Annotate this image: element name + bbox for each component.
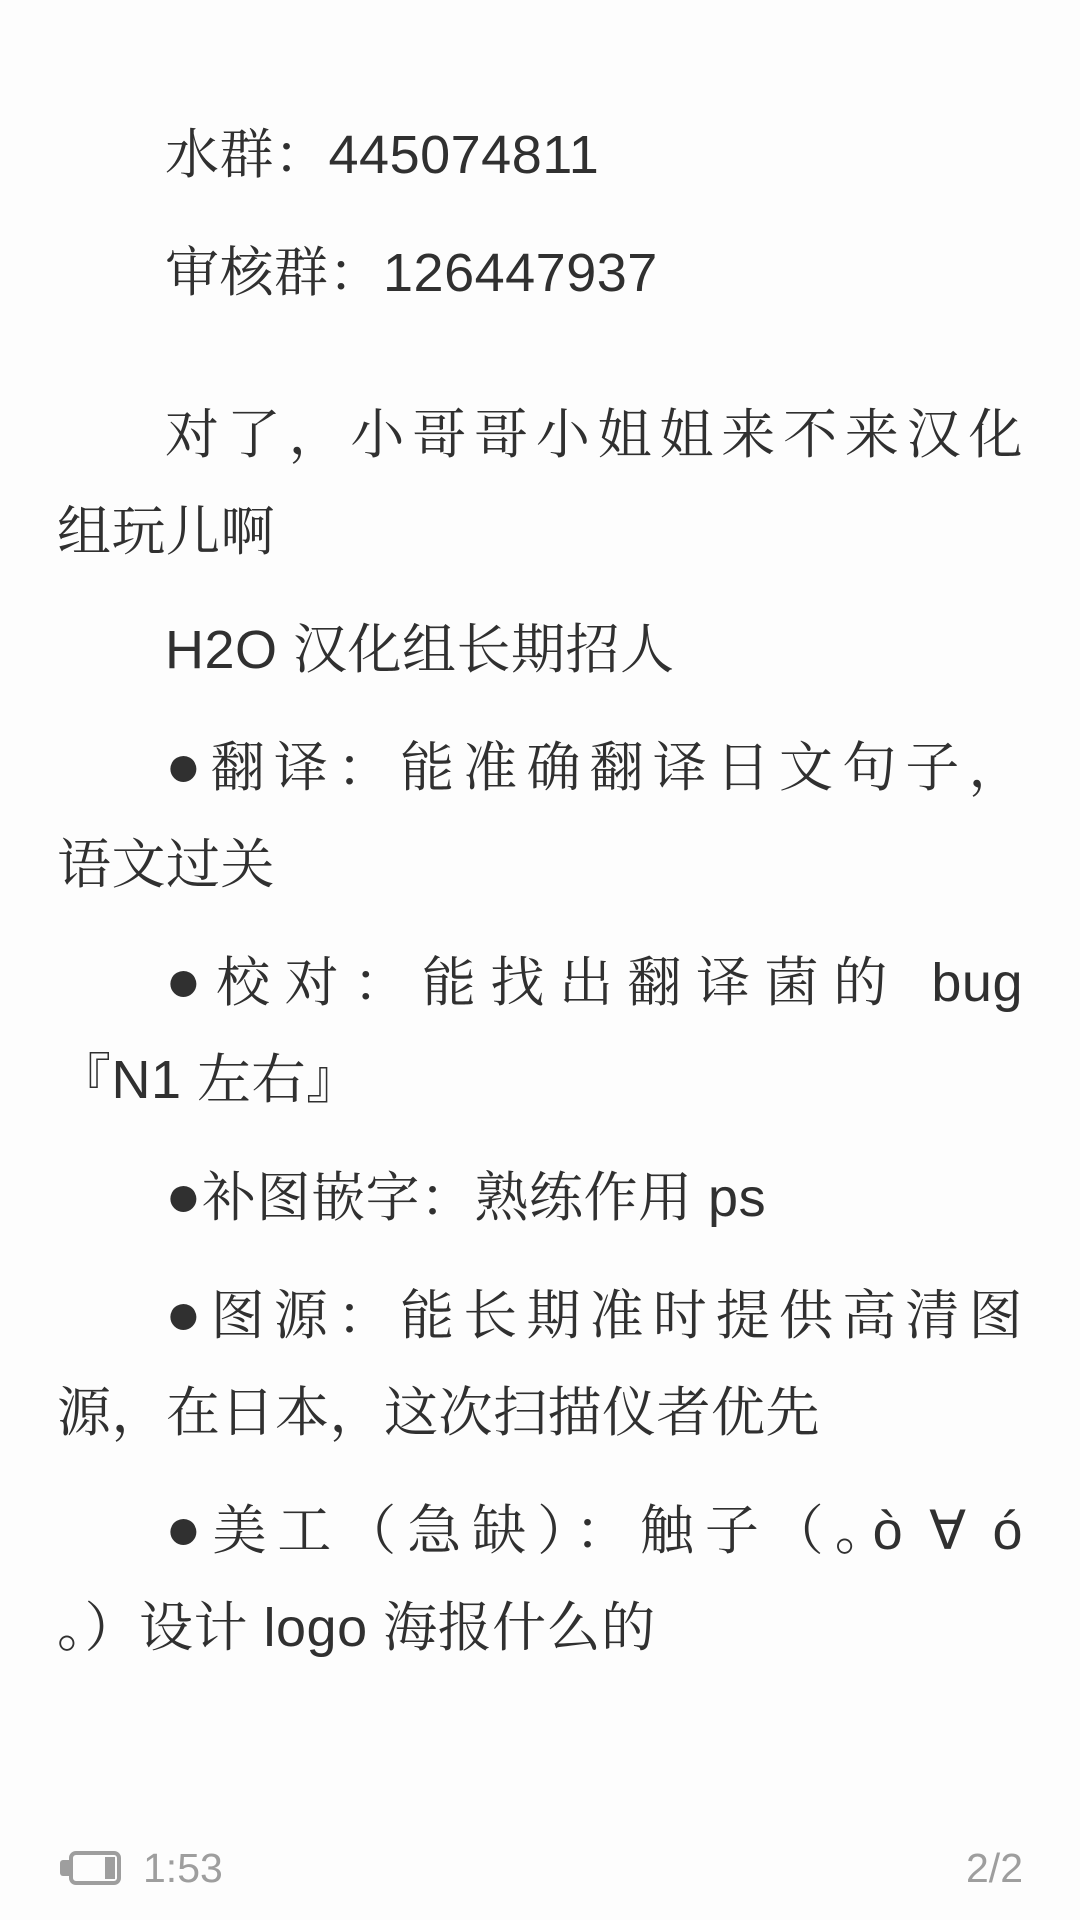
paragraph <box>57 720 1023 914</box>
status-bar <box>57 1842 1023 1894</box>
text-line: ●图源：能长期准时提供高清图 <box>165 1279 1023 1347</box>
text-line: 对了，小哥哥小姐姐来不来汉化 <box>165 405 1023 465</box>
paragraph <box>57 1268 1023 1462</box>
paragraph <box>57 1150 1023 1247</box>
text-line: 源，在日本，这次扫描仪者优先 <box>57 1383 820 1443</box>
text-line: ●翻译：能准确翻译日文句子， <box>165 731 1023 799</box>
text-line: 语文过关 <box>57 835 275 895</box>
reader-content <box>57 107 1023 1698</box>
clock-time: 1:53 <box>143 1844 223 1891</box>
paragraph <box>57 602 1023 699</box>
battery-low-icon <box>69 1851 121 1885</box>
text-line: 『N1 左右』 <box>57 1050 361 1110</box>
text-line: H2O 汉化组长期招人 <box>165 620 675 680</box>
text-line: ●美工（急缺）：触子（｡ò ∀ ó <box>165 1494 1023 1562</box>
bullet-icon: ● <box>165 946 217 1014</box>
text-line: 组玩儿啊 <box>57 502 275 562</box>
battery-nub <box>60 1860 69 1876</box>
text-line: ｡）设计 logo 海报什么的 <box>57 1598 656 1658</box>
battery-fill <box>105 1857 115 1879</box>
text-line: ●校对：能找出翻译菌的 bug <box>165 946 1023 1014</box>
bullet-icon: ● <box>165 1494 213 1562</box>
text-line: ●补图嵌字：熟练作用 ps <box>165 1161 767 1229</box>
paragraph <box>57 935 1023 1129</box>
paragraph <box>57 225 1023 322</box>
paragraph <box>57 107 1023 204</box>
page-indicator: 2/2 <box>966 1844 1023 1891</box>
bullet-icon: ● <box>165 1279 211 1347</box>
text-line: 审核群：126447937 <box>165 243 658 303</box>
paragraph <box>57 1483 1023 1677</box>
text-line: 水群：445074811 <box>165 125 600 185</box>
bullet-icon: ● <box>165 731 211 799</box>
bullet-icon: ● <box>165 1161 203 1229</box>
paragraph <box>57 387 1023 581</box>
